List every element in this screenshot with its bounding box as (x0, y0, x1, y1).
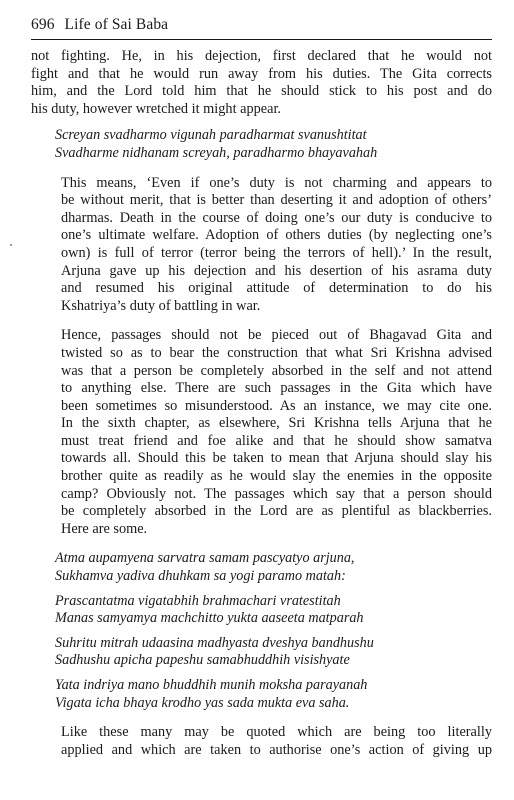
verse-line: Suhritu mitrah udaasina madhyasta dveshya bandhushu (55, 634, 374, 651)
paragraph-3 (31, 327, 492, 538)
text-line: twisted so as to bear the construction that what Sri Krishna advised (61, 344, 492, 361)
verse-3 (55, 593, 492, 628)
text-line: Kshatriya’s duty of battling in war. (61, 297, 261, 314)
verse-line: Vigata icha bhaya krodho yas sada mukta eva saha. (55, 694, 350, 711)
verse-4 (55, 635, 492, 670)
text-line: not fighting. He, in his dejection, first declared that he would not (31, 48, 492, 64)
verse-line: Svadharme nidhanam screyah, paradharmo bhayavahah (55, 144, 378, 161)
text-line: This means, ‘Even if one’s duty is not charming and appears to (61, 174, 492, 191)
text-line: camp? Obviously not. The passages which say that a person should (61, 485, 492, 502)
verse-2 (55, 550, 492, 585)
paragraph-2 (31, 175, 492, 316)
text-line: to anything else. There are such passages in the Gita which have (61, 380, 492, 397)
margin-speck (10, 244, 12, 246)
text-line: In the sixth chapter, as elsewhere, Sri Krishna tells Arjuna that he (61, 415, 492, 432)
text-line: dharmas. Death in the course of doing one’s our duty is conducive to (61, 209, 492, 226)
text-line: Arjuna gave up his dejection and his desertion of his asrama duty (61, 262, 492, 279)
text-line: was that a person be completely absorbed in the self and not attend (61, 362, 492, 379)
text-line: brother quite as readily as he would slay the enemies in the opposite (61, 468, 492, 485)
text-line: and resumed his original attitude of determination to do his (61, 280, 492, 297)
text-line: Here are some. (61, 520, 148, 537)
text-line: be completely absorbed in the Lord are as plentiful as blackberries. (61, 503, 492, 520)
running-title: Life of Sai Baba (64, 16, 169, 33)
text-line: him, and the Lord told him that he should stick to his post and do (31, 83, 492, 100)
verse-line: Yata indriya mano bhuddhih munih moksha parayanah (55, 677, 368, 693)
text-line: be without merit, that is better than deserting it and adoption of others’ (61, 192, 492, 209)
verse-1 (55, 127, 492, 162)
text-line: Like these many may be quoted which are being too literally (61, 724, 492, 741)
paragraph-1 (31, 48, 492, 118)
text-line: his duty, however wretched it might appear. (31, 100, 281, 117)
verse-line: Prascantatma vigatabhih brahmachari vratestitah (55, 592, 341, 609)
text-line: one’s ultimate welfare. Adoption of others duties (by neglecting one’s (61, 227, 492, 244)
text-line: been sometimes so misunderstood. As an instance, we may cite one. (61, 397, 492, 414)
text-line: must treat friend and foe alike and that he should show samatva (61, 432, 492, 449)
text-line: applied and which are taken to authorise one’s action of giving up (61, 741, 492, 758)
text-line: towards all. Should this be taken to mean that Arjuna should slay his (61, 450, 492, 467)
verse-line: Manas samyamya machchitto yukta aaseeta matparah (55, 610, 364, 627)
text-line: own) is full of terror (terror being the terrors of hell).’ In the result, (61, 244, 492, 261)
text-line: fight and that he would run away from his duties. The Gita corrects (31, 65, 492, 82)
verse-line: Screyan svadharmo vigunah paradharmat svanushtitat (55, 127, 367, 144)
verse-line: Sadhushu apicha papeshu samabhuddhih visishyate (55, 652, 350, 669)
verse-5 (55, 677, 492, 712)
paragraph-4 (31, 724, 492, 759)
text-line: Hence, passages should not be pieced out of Bhagavad Gita and (61, 327, 492, 344)
header-rule (31, 39, 492, 40)
verse-line: Atma aupamyena sarvatra samam pascyatyo arjuna, (55, 550, 355, 567)
verse-line: Sukhamva yadiva dhuhkam sa yogi paramo matah: (55, 568, 346, 585)
running-header (31, 16, 492, 34)
page-number: 696 (31, 16, 55, 33)
